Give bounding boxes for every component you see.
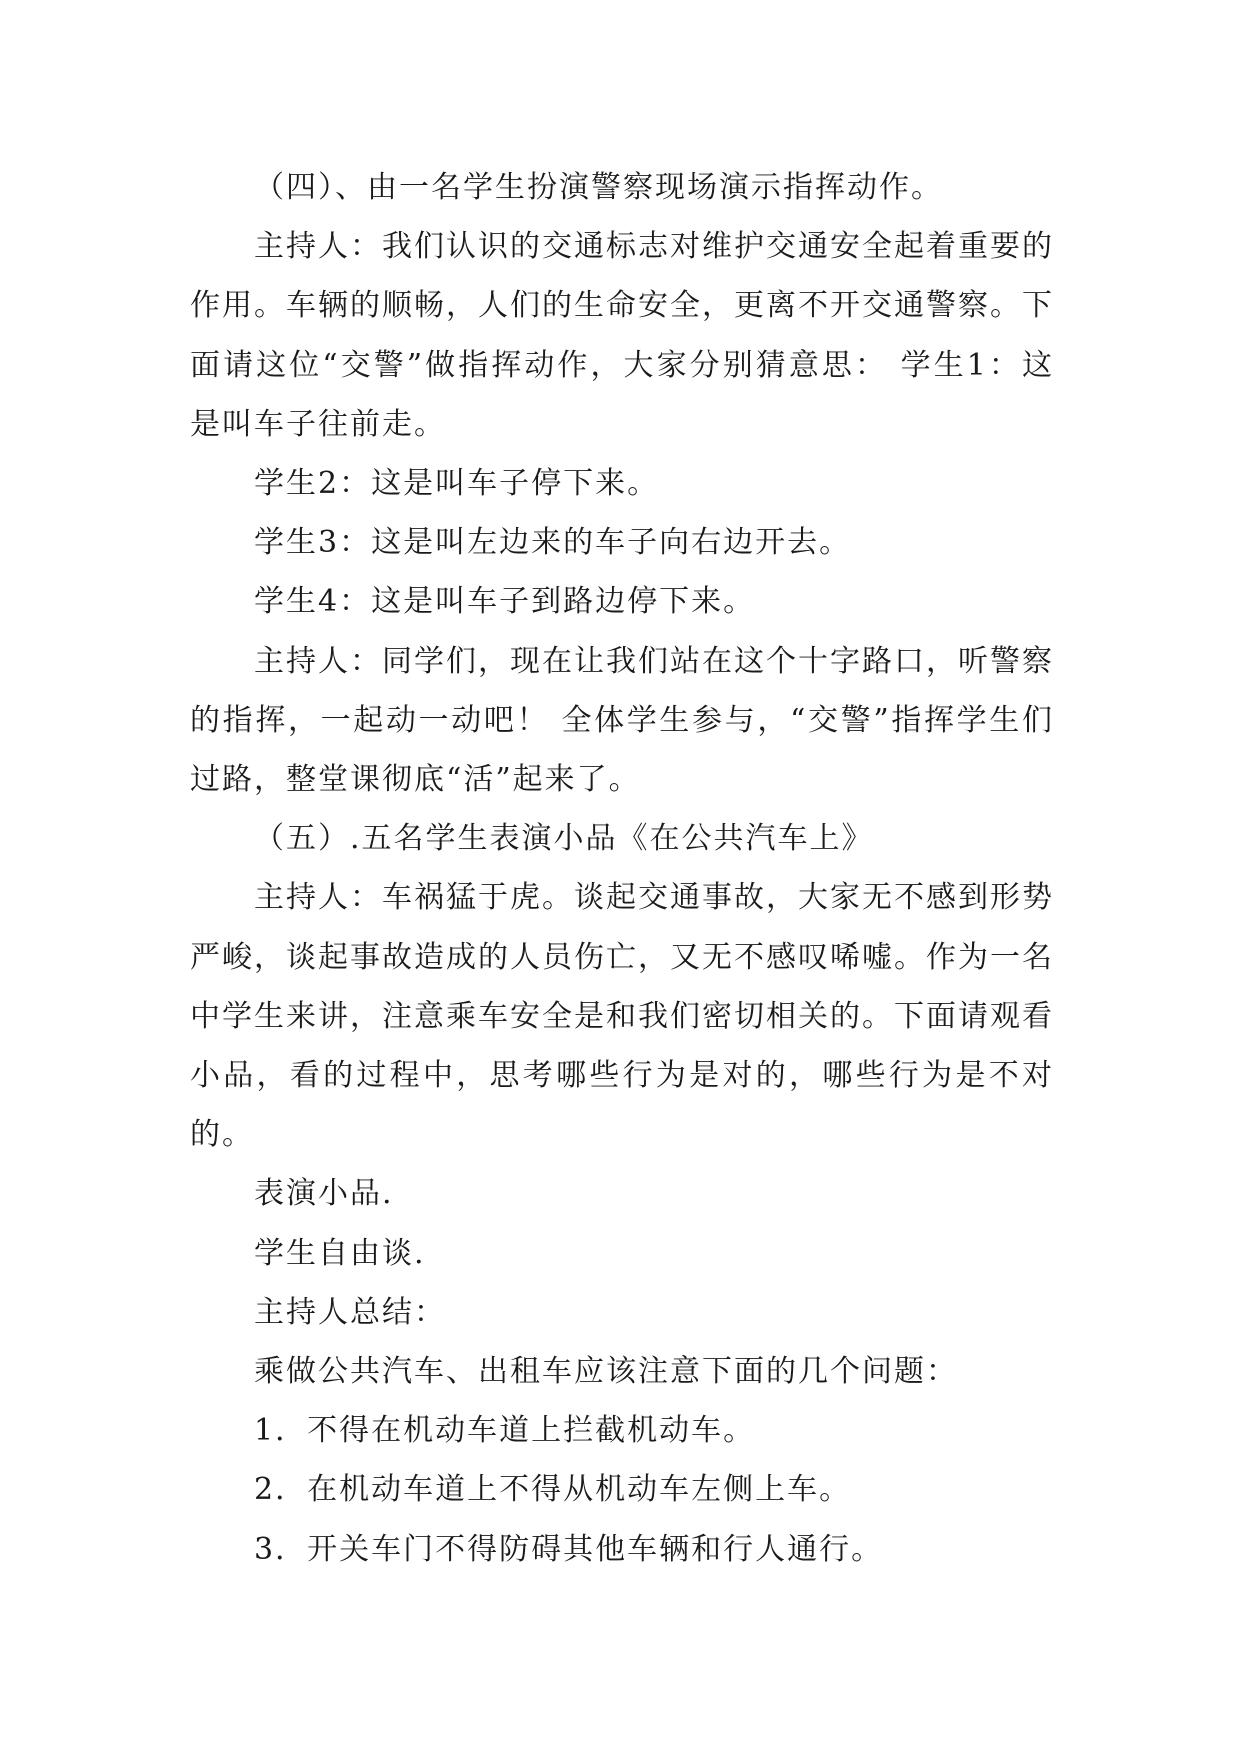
paragraph-section-four-heading: （四）、由一名学生扮演警察现场演示指挥动作。 <box>254 170 943 205</box>
list-item-rule-3: 3．开关车门不得防碍其他车辆和行人通行。 <box>254 1531 884 1567</box>
list-item-rule-1: 1．不得在机动车道上拦截机动车。 <box>254 1413 756 1449</box>
paragraph-host-summary: 主持人总结： <box>254 1294 446 1330</box>
paragraph-host-crossroad: 主持人：同学们，现在让我们站在这个十字路口，听警察的指挥，一起动一动吧！ 全体学生参与，“交警”指挥学生们过路，整堂课彻底“活”起来了。 <box>190 643 1054 798</box>
paragraph-student-2: 学生2：这是叫车子停下来。 <box>254 466 660 502</box>
paragraph-section-five-heading: （五）.五名学生表演小品《在公共汽车上》 <box>254 821 874 857</box>
paragraph-student-4: 学生4：这是叫车子到路边停下来。 <box>254 584 756 620</box>
paragraph-student-3: 学生3：这是叫左边来的车子向右边开去。 <box>254 525 852 561</box>
paragraph-bus-taxi-intro: 乘做公共汽车、出租车应该注意下面的几个问题： <box>254 1354 958 1390</box>
paragraph-perform-skit: 表演小品. <box>254 1176 394 1212</box>
paragraph-host-traffic-police: 主持人：我们认识的交通标志对维护交通安全起着重要的作用。车辆的顺畅，人们的生命安全，更离不开交通警察。下面请这位“交警”做指挥动作，大家分别猜意思： 学生1：这是叫车子往前走。 <box>190 229 1054 442</box>
list-item-rule-2: 2．在机动车道上不得从机动车左侧上车。 <box>254 1472 852 1508</box>
paragraph-free-discussion: 学生自由谈. <box>254 1235 426 1271</box>
document-body <box>190 158 1054 1579</box>
paragraph-host-accidents: 主持人：车祸猛于虎。谈起交通事故，大家无不感到形势严峻，谈起事故造成的人员伤亡，又无不感叹唏嘘。作为一名中学生来讲，注意乘车安全是和我们密切相关的。下面请观看小品，看的过程中，思考哪些行为是对的，哪些行为是不对的。 <box>190 880 1054 1153</box>
